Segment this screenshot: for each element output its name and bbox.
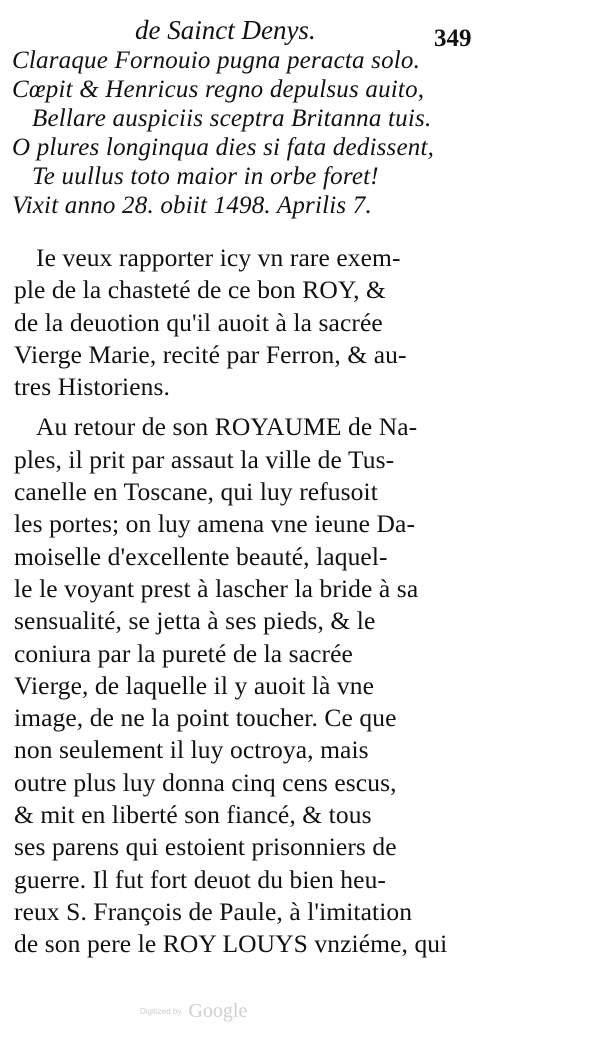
prose-line: moiselle d'excellente beauté, laquel- (14, 541, 388, 571)
latin-verse (12, 46, 572, 220)
google-watermark (140, 1000, 290, 1024)
prose-line: sensualité, se jetta à ses pieds, & le (14, 606, 376, 636)
prose-line: ses parens qui estoient prisonniers de (14, 832, 397, 862)
prose-line: tres Historiens. (14, 372, 170, 402)
digitized-by-label: Digitized by (140, 1007, 182, 1016)
prose-line: guerre. Il fut fort deuot du bien heu- (14, 864, 387, 894)
prose-line: outre plus luy donna cinq cens escus, (14, 767, 397, 797)
prose-line: Ie veux rapporter icy vn rare exem- (36, 243, 401, 272)
prose-line: non seulement il luy octroya, mais (14, 735, 369, 765)
prose-line: les portes; on luy amena vne ieune Da- (14, 509, 416, 539)
running-head: de Sainct Denys. (135, 15, 316, 45)
paragraph-gap (14, 403, 574, 411)
prose-line: de la deuotion qu'il auoit à la sacrée (14, 307, 383, 337)
prose-line: reux S. François de Paule, à l'imitation (14, 896, 413, 926)
prose-line: canelle en Toscane, qui luy refusoit (14, 477, 378, 507)
verse-line: Vixit anno 28. obiit 1498. Aprilis 7. (12, 192, 372, 219)
prose-line: Vierge, de laquelle il y auoit là vne (14, 670, 374, 700)
page-number: 349 (434, 25, 472, 52)
prose-line: de son pere le ROY LOUYS vnziéme, qui (14, 929, 448, 959)
verse-line: Cœpit & Henricus regno depulsus auito, (12, 76, 425, 103)
prose-line: le le voyant prest à lascher la bride à sa (14, 573, 419, 603)
prose-line: ples, il prit par assaut la ville de Tus- (14, 444, 395, 474)
verse-line: Te uullus toto maior in orbe foret! (32, 163, 379, 190)
prose-line: ple de la chasteté de ce bon ROY, & (14, 275, 386, 305)
french-prose (14, 242, 574, 961)
google-logo: Google (188, 1000, 248, 1022)
prose-line: coniura par la pureté de la sacrée (14, 638, 353, 668)
prose-line: image, de ne la point toucher. Ce que (14, 703, 397, 733)
verse-line: Bellare auspiciis sceptra Britanna tuis. (32, 105, 432, 132)
prose-line: Au retour de son ROYAUME de Na- (36, 412, 418, 442)
prose-line: Vierge Marie, recité par Ferron, & au- (14, 339, 407, 369)
prose-line: & mit en liberté son fiancé, & tous (14, 800, 372, 830)
verse-line: O plures longinqua dies si fata dedissent, (12, 134, 435, 161)
page-header (0, 6, 596, 52)
verse-line: Claraque Fornouio pugna peracta solo. (12, 47, 421, 74)
